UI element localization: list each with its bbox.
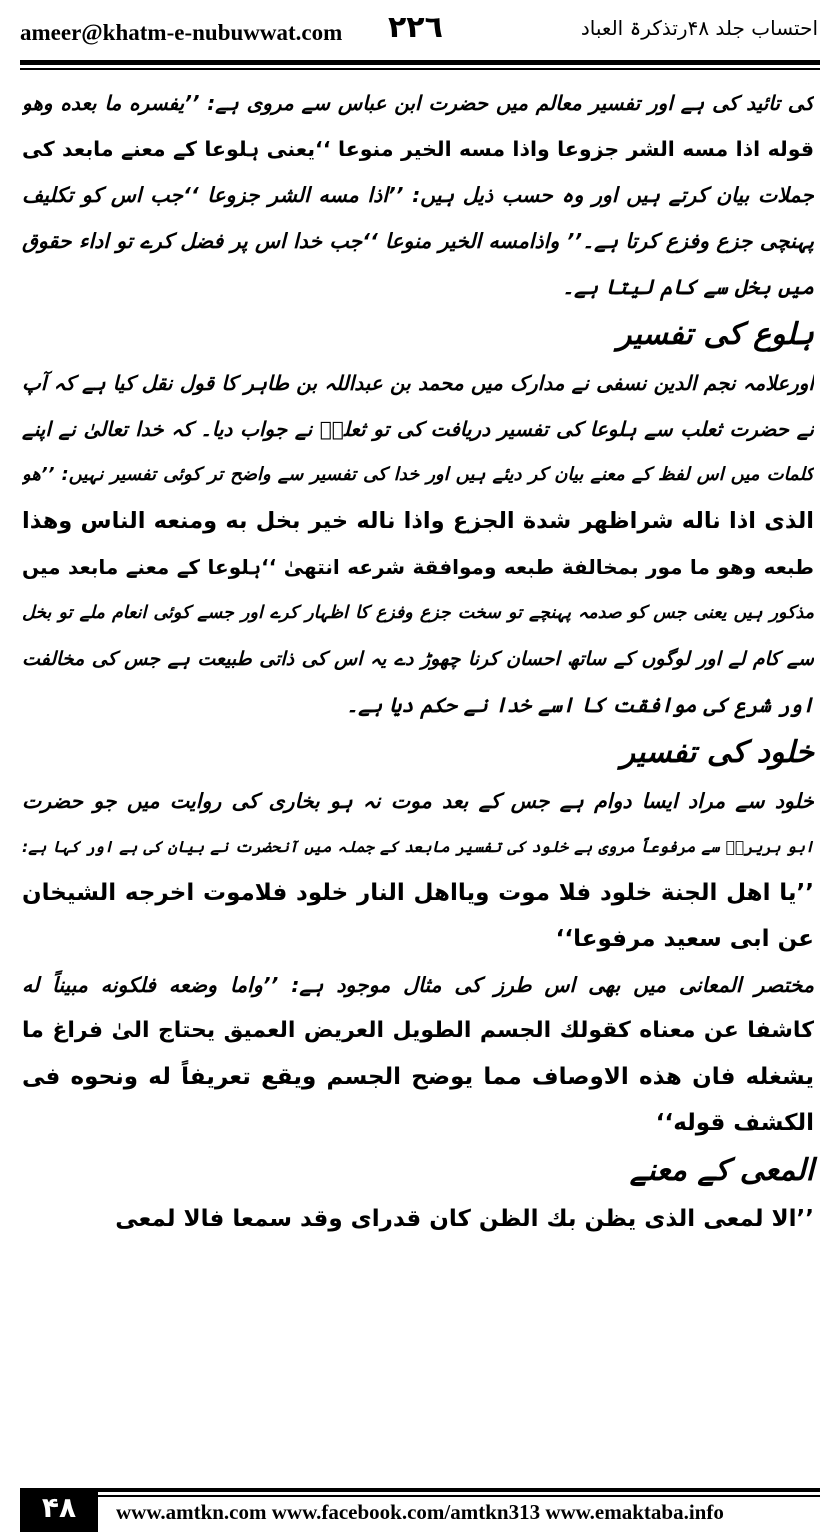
- header-book-title: احتساب جلد ۴۸رتذکرۃ العباد: [580, 16, 818, 40]
- header-page-number: ۲۲٦: [388, 10, 443, 45]
- arabic-text-line: طبعه وهو ما مور بمخالفة طبعه وموافقة شرعه انتهىٰ ‘‘ہلوعا کے معنے مابعد میں: [22, 555, 814, 579]
- urdu-text-line: کی تائید کی ہے اور تفسیر معالم میں حضرت ابن عباس سے مروی ہے: ’’یفسره ما بعده وهو: [22, 91, 814, 115]
- footer-urls: www.amtkn.com www.facebook.com/amtkn313 www.emaktaba.info: [116, 1500, 724, 1524]
- urdu-text-line: خلود سے مراد ایسا دوام ہے جس کے بعد موت نہ ہو بخاری کی روایت میں جو حضرت: [22, 789, 814, 813]
- urdu-text-line: نے حضرت ثعلب سے ہلوعا کی تفسیر دریافت کی تو ثعلبؒ نے جواب دیا۔ کہ خدا تعالیٰ نے اپنے: [22, 417, 814, 441]
- urdu-text-line: مذکور ہیں یعنی جس کو صدمہ پہنچے تو سخت جزع وفزع کا اظہار کرے اور جسے کوئی انعام ملے تو بخل: [22, 603, 814, 623]
- page-header: [20, 8, 818, 54]
- arabic-text-line: عن ابى سعيد مرفوعا‘‘: [555, 926, 814, 952]
- urdu-text-line: پہنچی جزع وفزع کرتا ہے۔’’ واذامسه الخير منوعا ‘‘جب خدا اس پر فضل کرے تو اداء حقوق: [22, 229, 814, 253]
- header-rule-thick: [20, 60, 820, 65]
- section-heading: خلود کی تفسیر: [620, 735, 814, 770]
- urdu-text-line: میں بخل سے کام لیتا ہے۔: [562, 275, 814, 299]
- page-footer: [20, 1488, 820, 1532]
- urdu-text-line: اورعلامہ نجم الدین نسفی نے مدارک میں محمد بن عبداللہ بن طاہر کا قول نقل کیا ہے کہ آپ: [22, 371, 814, 395]
- arabic-text-line: ’’یا اهل الجنة خلود فلا موت ویااهل النار خلود فلاموت اخرجه الشیخان: [22, 880, 814, 906]
- urdu-text-line: سے کام لے اور لوگوں کے ساتھ احسان کرنا چھوڑ دے یہ اس کی ذاتی طبیعت ہے جس کی مخالفت: [22, 648, 814, 670]
- arabic-text-line: كاشفا عن معناه كقولك الجسم الطويل العريض العميق يحتاج الىٰ فراغ ما: [22, 1018, 814, 1043]
- urdu-text-line: اور شرع کی موافقت کا اسے خدا نے حکم دیا ہے۔: [346, 693, 814, 717]
- arabic-text-line: الكشف قوله‘‘: [655, 1110, 814, 1136]
- footer-rule-thick: [98, 1488, 820, 1492]
- urdu-text-line: جملات بیان کرتے ہیں اور وہ حسب ذیل ہیں: ’’اذا مسه الشر جزوعا ‘‘جب اس کو تکلیف: [22, 183, 814, 207]
- urdu-text-line: ابو ہریرہؓ سے مرفوعاً مروی ہے خلود کی تفسیر مابعد کے جملہ میں آنحضرت نے بیان کی ہے اور کہا ہے:: [22, 838, 814, 856]
- body-text: [22, 80, 814, 1242]
- header-rule-thin: [20, 68, 820, 70]
- arabic-text-line: يشغله فان هذه الاوصاف مما يوضح الجسم ويقع تعريفاً له ونحوه فى: [22, 1064, 814, 1090]
- footer-rule-thin: [98, 1495, 820, 1497]
- arabic-text-line: قوله اذا مسه الشر جزوعا واذا مسه الخير منوعا ‘‘یعنی ہلوعا کے معنے مابعد کی: [22, 137, 814, 161]
- footer-page-number: ۴۸: [20, 1488, 98, 1532]
- section-heading: المعی کے معنے: [629, 1153, 814, 1188]
- urdu-text-line: مختصر المعانی میں بھی اس طرز کی مثال موجود ہے: ’’واما وضعه فلكونه مبيناً له: [22, 973, 814, 997]
- header-email: ameer@khatm-e-nubuwwat.com: [20, 20, 343, 45]
- arabic-text-line: الذى اذا ناله شراظهر شدة الجزع واذا ناله خير بخل به ومنعه الناس وهذا: [22, 508, 814, 534]
- urdu-text-line: کلمات میں اس لفظ کے معنے بیان کر دیئے ہیں اور خدا کی تفسیر سے واضح تر کوئی تفسیر نہیں: ’’هو: [22, 464, 814, 485]
- arabic-text-line: ’’الا لمعى الذى يظن بك الظن كان قدراى وقد سمعا فالا لمعى: [115, 1206, 814, 1232]
- section-heading: ہلوع کی تفسیر: [617, 317, 814, 352]
